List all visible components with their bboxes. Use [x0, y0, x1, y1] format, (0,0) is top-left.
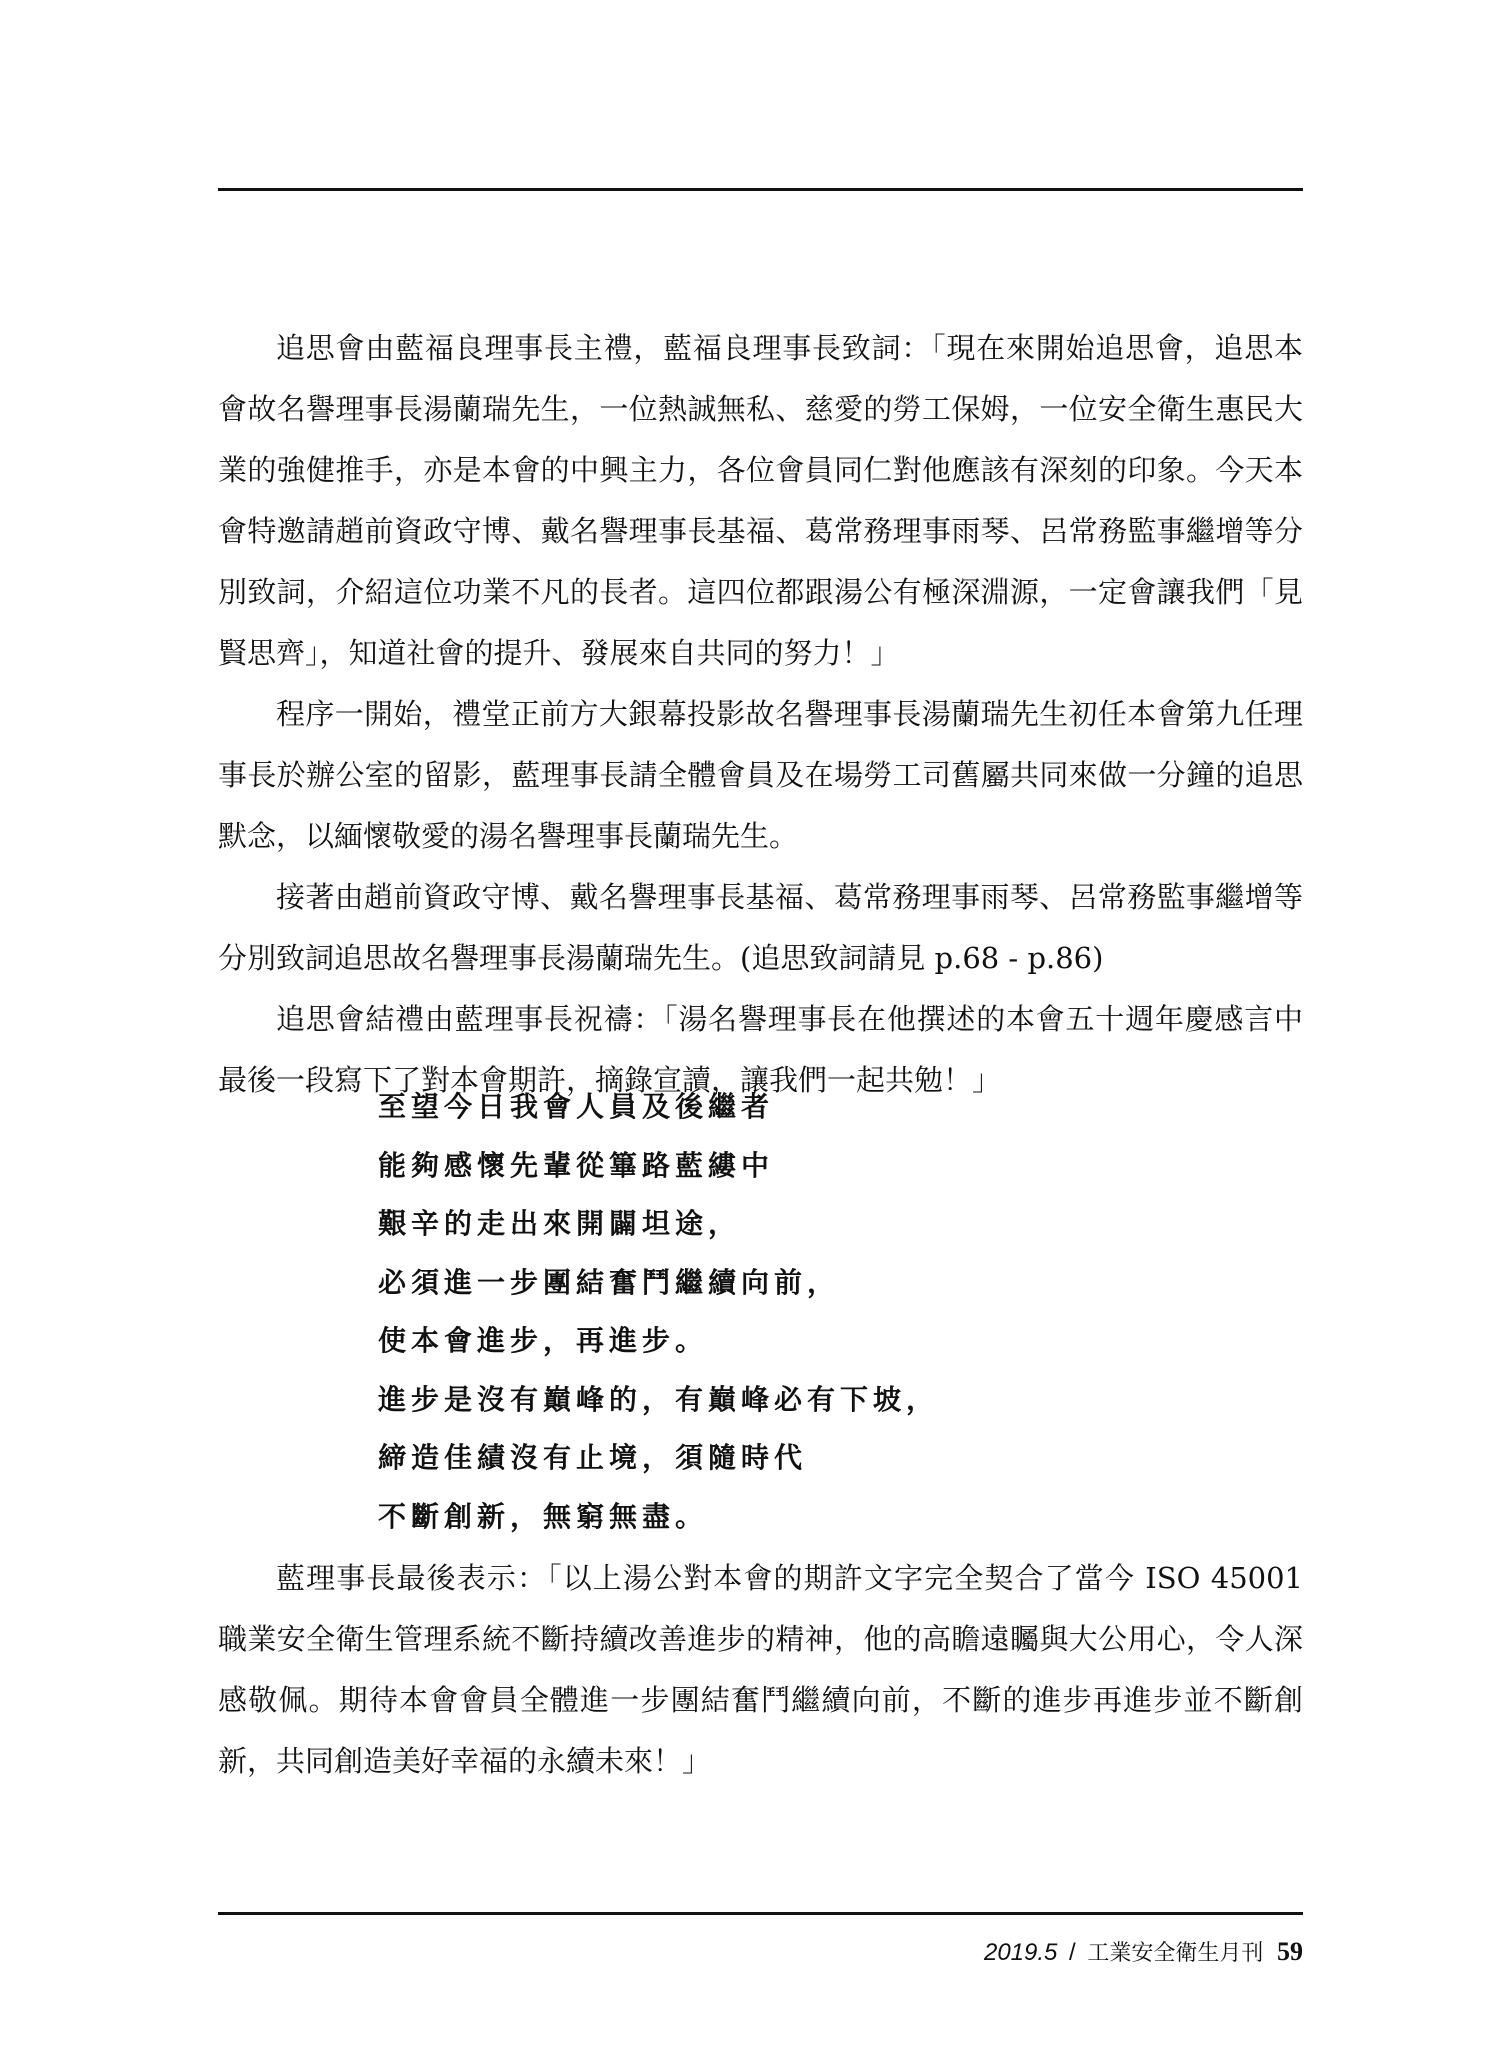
- closing-section: [218, 1548, 1303, 1792]
- paragraph-program-start: 程序一開始，禮堂正前方大銀幕投影故名譽理事長湯蘭瑞先生初任本會第九任理事長於辦公室的留影，藍理事長請全體會員及在場勞工司舊屬共同來做一分鐘的追思默念，以緬懷敬愛的湯名譽理事長蘭瑞先生。: [218, 697, 1303, 853]
- poem-line: 使本會進步，再進步。: [378, 1324, 709, 1357]
- poem-line: 必須進一步團結奮鬥繼續向前，: [378, 1265, 841, 1299]
- page-number: 59: [1277, 1937, 1303, 1966]
- paragraph-final-remarks: 藍理事長最後表示：「以上湯公對本會的期許文字完全契合了當今 ISO 45001 職業安全衛生管理系統不斷持續改善進步的精神，他的高瞻遠矚與大公用心，令人深感敬佩。期待本會會員全體進一步團結奮鬥繼續向前，不斷的進步再進步並不斷創新，共同創造美好幸福的永續未來！」: [218, 1561, 1303, 1778]
- poem-line: 締造佳績沒有止境，須隨時代: [378, 1441, 808, 1474]
- journal-title: 工業安全衛生月刊: [1087, 1941, 1264, 1966]
- poem-line: 艱辛的走出來開闢坦途，: [378, 1207, 742, 1240]
- footer-rule: [218, 1912, 1303, 1915]
- page-footer: [984, 1937, 1303, 1969]
- paragraph-opening-speech: 追思會由藍福良理事長主禮，藍福良理事長致詞：「現在來開始追思會，追思本會故名譽理事長湯蘭瑞先生，一位熱誠無私、慈愛的勞工保姆，一位安全衛生惠民大業的強健推手，亦是本會的中興主力，各位會員同仁對他應該有深刻的印象。今天本會特邀請趙前資政守博、戴名譽理事長基福、葛常務理事雨琴、呂常務監事繼增等分別致詞，介紹這位功業不凡的長者。這四位都跟湯公有極深淵源，一定會讓我們「見賢思齊」，知道社會的提升、發展來自共同的努力！」: [218, 331, 1303, 670]
- quoted-poem: [378, 1078, 1178, 1546]
- poem-line: 至望今日我會人員及後繼者: [378, 1090, 775, 1123]
- poem-line: 不斷創新，無窮無盡。: [378, 1499, 709, 1533]
- paragraph-closing-prayer: 追思會結禮由藍理事長祝禱：「湯名譽理事長在他撰述的本會五十週年慶感言中最後一段寫下了對本會期許，摘錄宣讀，讓我們一起共勉！」: [218, 1002, 1303, 1097]
- poem-line: 進步是沒有巔峰的，有巔峰必有下坡，: [378, 1382, 940, 1416]
- header-rule: [218, 188, 1303, 191]
- paragraph-speakers: 接著由趙前資政守博、戴名譽理事長基福、葛常務理事雨琴、呂常務監事繼增等分別致詞追思故名譽理事長湯蘭瑞先生。(追思致詞請見 p.68 - p.86): [218, 880, 1303, 975]
- article-body: [218, 318, 1303, 1111]
- footer-separator: /: [1069, 1939, 1076, 1966]
- poem-line: 能夠感懷先輩從篳路藍縷中: [378, 1148, 775, 1182]
- issue-date: 2019.5: [983, 1939, 1058, 1966]
